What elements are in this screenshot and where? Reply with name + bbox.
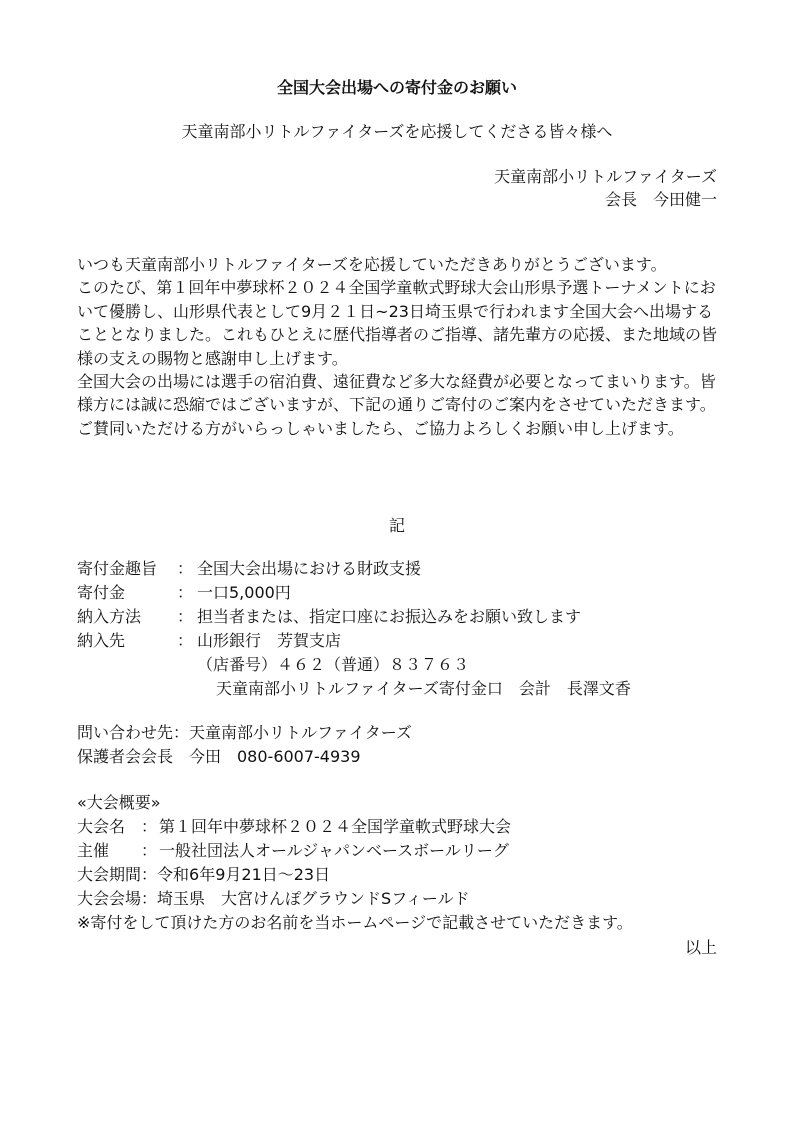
greeting-line: 天童南部小リトルファイターズを応援してくださる皆々様へ xyxy=(181,122,613,141)
contact-phone-line: 保護者会会長 今田 080-6007-4939 xyxy=(77,747,361,766)
body-paragraph: 全国大会の出場には選手の宿泊費、遠征費など多大な経費が必要となってまいります。皆様方には誠に恐縮ではございますが、下記の通りご寄付のご案内をさせていただきます。 xyxy=(77,372,716,415)
detail-method xyxy=(77,605,581,628)
tournament-period xyxy=(77,863,330,886)
detail-colon: ： xyxy=(177,559,194,578)
detail-colon: ： xyxy=(177,607,194,626)
detail-value: 担当者または、指定口座にお振込みをお願い致します xyxy=(197,607,582,626)
contact-colon: ： xyxy=(173,723,190,742)
tournament-colon: ： xyxy=(141,889,158,908)
tournament-value: 埼玉県 大宮けんぽグラウンドSフィールド xyxy=(157,889,470,908)
tournament-label: 主催 xyxy=(77,841,110,860)
sender-person: 会長 今田健一 xyxy=(604,190,717,209)
detail-value: 全国大会出場における財政支援 xyxy=(197,559,422,578)
tournament-label: 大会期間 xyxy=(77,865,142,884)
document-title: 全国大会出場への寄付金のお願い xyxy=(276,78,517,97)
detail-colon: ： xyxy=(177,583,194,602)
sender-organization: 天童南部小リトルファイターズ xyxy=(494,167,717,186)
tournament-name xyxy=(77,815,511,838)
tournament-colon: ： xyxy=(141,841,158,860)
tournament-colon: ： xyxy=(141,817,158,836)
detail-amount xyxy=(77,581,291,604)
destination-holder: 天童南部小リトルファイターズ寄付金口 会計 長澤文香 xyxy=(216,679,631,698)
detail-label: 寄付金 xyxy=(77,583,126,602)
tournament-value: 令和6年9月21日〜23日 xyxy=(157,865,331,884)
detail-value: 山形銀行 芳賀支店 xyxy=(197,631,342,650)
tournament-heading: «大会概要» xyxy=(77,793,161,812)
detail-label: 納入先 xyxy=(77,631,126,650)
body-paragraph: いつも天童南部小リトルファイターズを応援していただきありがとうございます。 xyxy=(77,255,667,274)
tournament-venue xyxy=(77,887,470,910)
tournament-colon: ： xyxy=(141,865,158,884)
tournament-value: 第１回年中夢球杯２０２４全国学童軟式野球大会 xyxy=(159,817,512,836)
tournament-label: 大会名 xyxy=(77,817,126,836)
letter-body xyxy=(77,253,722,440)
contact-value: 天童南部小リトルファイターズ xyxy=(189,723,412,742)
detail-label: 寄付金趣旨 xyxy=(77,559,158,578)
tournament-label: 大会会場 xyxy=(77,889,142,908)
detail-value: 一口5,000円 xyxy=(197,583,291,602)
donor-note: ※寄付をして頂けた方のお名前を当ホームページで記載させていただきます。 xyxy=(77,913,633,932)
detail-purpose xyxy=(77,557,421,580)
contact-line xyxy=(77,721,412,744)
detail-colon: ： xyxy=(177,631,194,650)
tournament-value: 一般社団法人オールジャパンベースボールリーグ xyxy=(159,841,509,860)
tournament-host xyxy=(77,839,509,862)
contact-label: 問い合わせ先 xyxy=(77,723,174,742)
body-paragraph: ご賛同いただける方がいらっしゃいましたら、ご協力よろしくお願い申し上げます。 xyxy=(77,418,684,438)
ki-heading: 記 xyxy=(388,516,405,535)
closing-mark: 以上 xyxy=(684,938,717,957)
detail-destination xyxy=(77,629,341,652)
detail-label: 納入方法 xyxy=(77,607,142,626)
body-paragraph: このたび、第１回年中夢球杯２０２４全国学童軟式野球大会山形県予選トーナメントにおいて優勝し、山形県代表として9月２１日~23日埼玉県で行われます全国大会へ出場することとなりました。これもひとえに歴代指導者のご指導、諸先輩方の応援、また地域の皆様の支えの賜物と感謝申し上げます。 xyxy=(77,278,718,368)
destination-account: （店番号）４６２（普通）８３７６３ xyxy=(197,655,470,674)
